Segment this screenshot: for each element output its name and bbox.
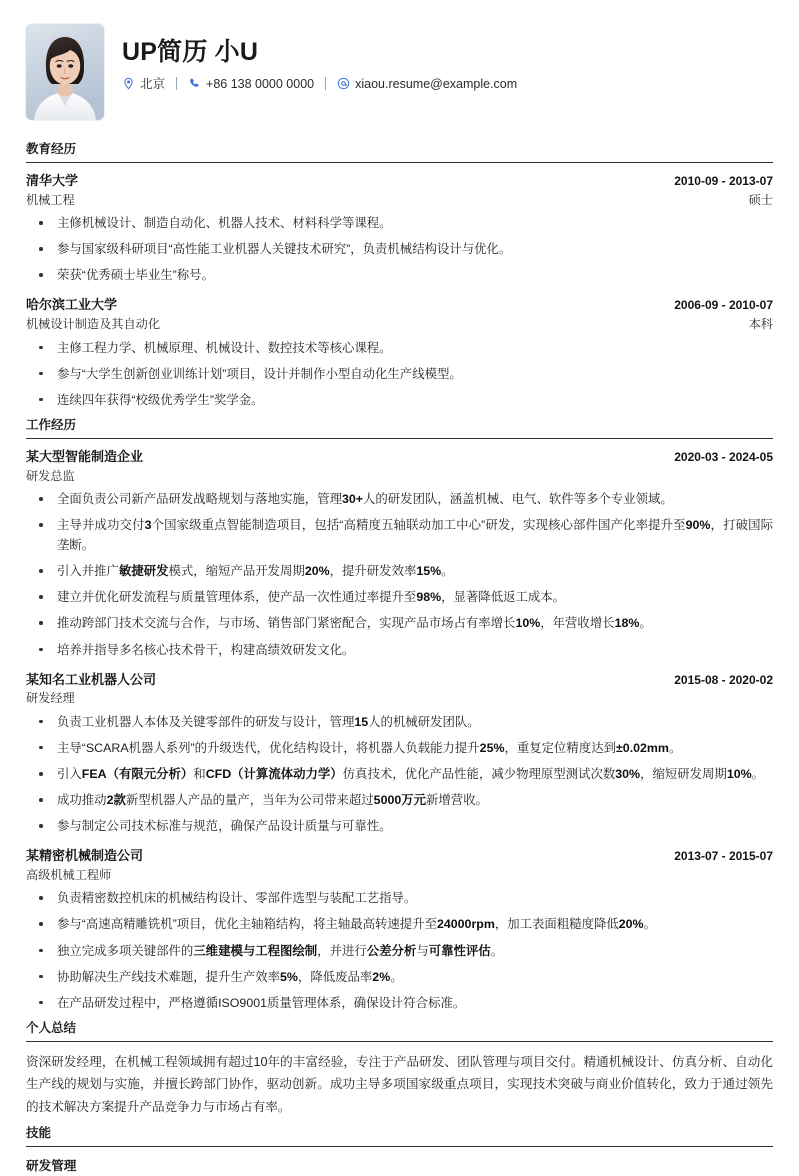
entry-subtitle: 高级机械工程师 — [26, 868, 112, 883]
location-pin-icon — [122, 77, 135, 90]
entry-dates: 2013-07 - 2015-07 — [674, 849, 773, 864]
list-item: 全面负责公司新产品研发战略规划与落地实施，管理30+人的研发团队，涵盖机械、电气、软件等多个专业领域。 — [26, 489, 773, 509]
entry-bullet-list — [26, 338, 773, 410]
list-item: 成功推动2款新型机器人产品的量产，当年为公司带来超过5000万元新增营收。 — [26, 790, 773, 810]
section-skills — [26, 1126, 773, 1176]
skill-group-label: 研发管理 — [26, 1159, 77, 1174]
entry-dates: 2006-09 - 2010-07 — [674, 298, 773, 313]
entry-subtitle: 研发经理 — [26, 691, 75, 706]
entry-organization: 某大型智能制造企业 — [26, 448, 144, 464]
list-item: 主修机械设计、制造自动化、机器人技术、材料科学等课程。 — [26, 213, 773, 233]
list-item: 参与国家级科研项目“高性能工业机器人关键技术研究”，负责机械结构设计与优化。 — [26, 239, 773, 259]
entry-bullet-list — [26, 712, 773, 836]
section-divider — [26, 438, 773, 439]
page-title: UP简历 小U — [122, 38, 259, 66]
entry-organization: 哈尔滨工业大学 — [26, 297, 118, 313]
entry-organization: 清华大学 — [26, 173, 79, 188]
summary-text: 资深研发经理，在机械工程领域拥有超过10年的丰富经验，专注于产品研发、团队管理与项目交付。精通机械设计、仿真分析、自动化生产线的规划与实施，并擅长跨部门协作，驱动创新。成功主导多项国家级重点项目，实现技术突破与商业价值转化，致力于通过领先的技术解决方案提升产品竞争力与市场占有率。 — [26, 1054, 773, 1114]
list-item: 在产品研发过程中，严格遵循ISO9001质量管理体系，确保设计符合标准。 — [26, 993, 773, 1013]
resume-entry — [26, 671, 773, 837]
list-item: 主导“SCARA机器人系列”的升级迭代，优化结构设计，将机器人负载能力提升25%，重复定位精度达到±0.02mm。 — [26, 738, 773, 758]
entry-dates: 2015-08 - 2020-02 — [674, 672, 773, 687]
contact-divider — [325, 77, 326, 90]
section-education — [26, 142, 773, 410]
entry-subtitle: 机械工程 — [26, 192, 75, 207]
entry-header-row — [26, 847, 773, 866]
contact-email-text: xiaou.resume@example.com — [355, 76, 518, 91]
list-item: 引入并推广敏捷研发模式，缩短产品开发周期20%，提升研发效率15%。 — [26, 561, 773, 581]
list-item: 主修工程力学、机械原理、机械设计、数控技术等核心课程。 — [26, 338, 773, 358]
section-divider — [26, 1146, 773, 1147]
section-divider — [26, 1041, 773, 1042]
resume-sections — [26, 142, 773, 1013]
contact-email — [337, 77, 517, 90]
list-item: 推动跨部门技术交流与合作，与市场、销售部门紧密配合，实现产品市场占有率增长10%，年营收增长18%。 — [26, 613, 773, 633]
email-at-icon — [337, 77, 350, 90]
section-divider — [26, 162, 773, 163]
section-title-summary: 个人总结 — [26, 1020, 77, 1035]
resume-entry — [26, 296, 773, 409]
entry-header-row — [26, 671, 773, 690]
entry-dates: 2010-09 - 2013-07 — [674, 174, 773, 188]
entry-subtitle: 研发总监 — [26, 468, 75, 483]
entry-subheader-row — [26, 315, 773, 333]
entry-header-row — [26, 448, 773, 467]
entry-subheader-row — [26, 191, 773, 209]
contact-phone-text: +86 138 0000 0000 — [206, 76, 315, 91]
contact-location-text: 北京 — [140, 76, 166, 91]
resume-entry — [26, 448, 773, 660]
entry-meta: 本科 — [748, 317, 773, 332]
section-title-skills: 技能 — [26, 1126, 52, 1141]
list-item: 引入FEA（有限元分析）和CFD（计算流体动力学）仿真技术，优化产品性能，减少物理原型测试次数30%，缩短研发周期10%。 — [26, 764, 773, 784]
entry-subtitle: 机械设计制造及其自动化 — [26, 317, 161, 332]
contact-list — [122, 77, 773, 90]
entry-subheader-row — [26, 866, 773, 884]
list-item: 协助解决生产线技术难题，提升生产效率5%，降低废品率2%。 — [26, 967, 773, 987]
list-item: 培养并指导多名核心技术骨干，构建高绩效研发文化。 — [26, 640, 773, 660]
list-item: 连续四年获得“校级优秀学生”奖学金。 — [26, 390, 773, 410]
list-item: 参与“高速高精雕铣机”项目，优化主轴箱结构，将主轴最高转速提升至24000rpm，加工表面粗糙度降低20%。 — [26, 914, 773, 934]
resume-entry — [26, 172, 773, 285]
entry-dates: 2020-03 - 2024-05 — [674, 449, 773, 464]
list-item: 参与“大学生创新创业训练计划”项目，设计并制作小型自动化生产线模型。 — [26, 364, 773, 384]
contact-phone — [188, 77, 314, 90]
entry-header-row — [26, 296, 773, 315]
section-title: 教育经历 — [26, 142, 77, 156]
list-item: 负责精密数控机床的机械结构设计、零部件选型与装配工艺指导。 — [26, 888, 773, 908]
list-item: 负责工业机器人本体及关键零部件的研发与设计，管理15人的机械研发团队。 — [26, 712, 773, 732]
phone-icon — [188, 77, 201, 90]
list-item: 建立并优化研发流程与质量管理体系，使产品一次性通过率提升至98%，显著降低返工成本。 — [26, 587, 773, 607]
entry-bullet-list — [26, 213, 773, 285]
list-item: 荣获“优秀硕士毕业生”称号。 — [26, 265, 773, 285]
contact-divider — [176, 77, 177, 90]
entry-bullet-list — [26, 489, 773, 660]
entry-subheader-row — [26, 467, 773, 485]
list-item: 参与制定公司技术标准与规范，确保产品设计质量与可靠性。 — [26, 816, 773, 836]
section-experience — [26, 418, 773, 1013]
entry-organization: 某精密机械制造公司 — [26, 848, 144, 864]
entry-header-row — [26, 172, 773, 191]
list-item: 独立完成多项关键部件的三维建模与工程图绘制，并进行公差分析与可靠性评估。 — [26, 941, 773, 961]
header-text-block — [122, 24, 773, 90]
resume-entry — [26, 847, 773, 1013]
entry-meta: 硕士 — [748, 192, 773, 207]
entry-organization: 某知名工业机器人公司 — [26, 671, 157, 687]
entry-subheader-row — [26, 689, 773, 707]
section-title: 工作经历 — [26, 417, 77, 432]
avatar — [26, 24, 104, 120]
resume-header — [26, 24, 773, 134]
section-summary — [26, 1021, 773, 1118]
contact-location — [122, 77, 165, 90]
entry-bullet-list — [26, 888, 773, 1012]
list-item: 主导并成功交付3个国家级重点智能制造项目，包括“高精度五轴联动加工中心”研发，实现核心部件国产化率提升至90%，打破国际垄断。 — [26, 515, 773, 555]
